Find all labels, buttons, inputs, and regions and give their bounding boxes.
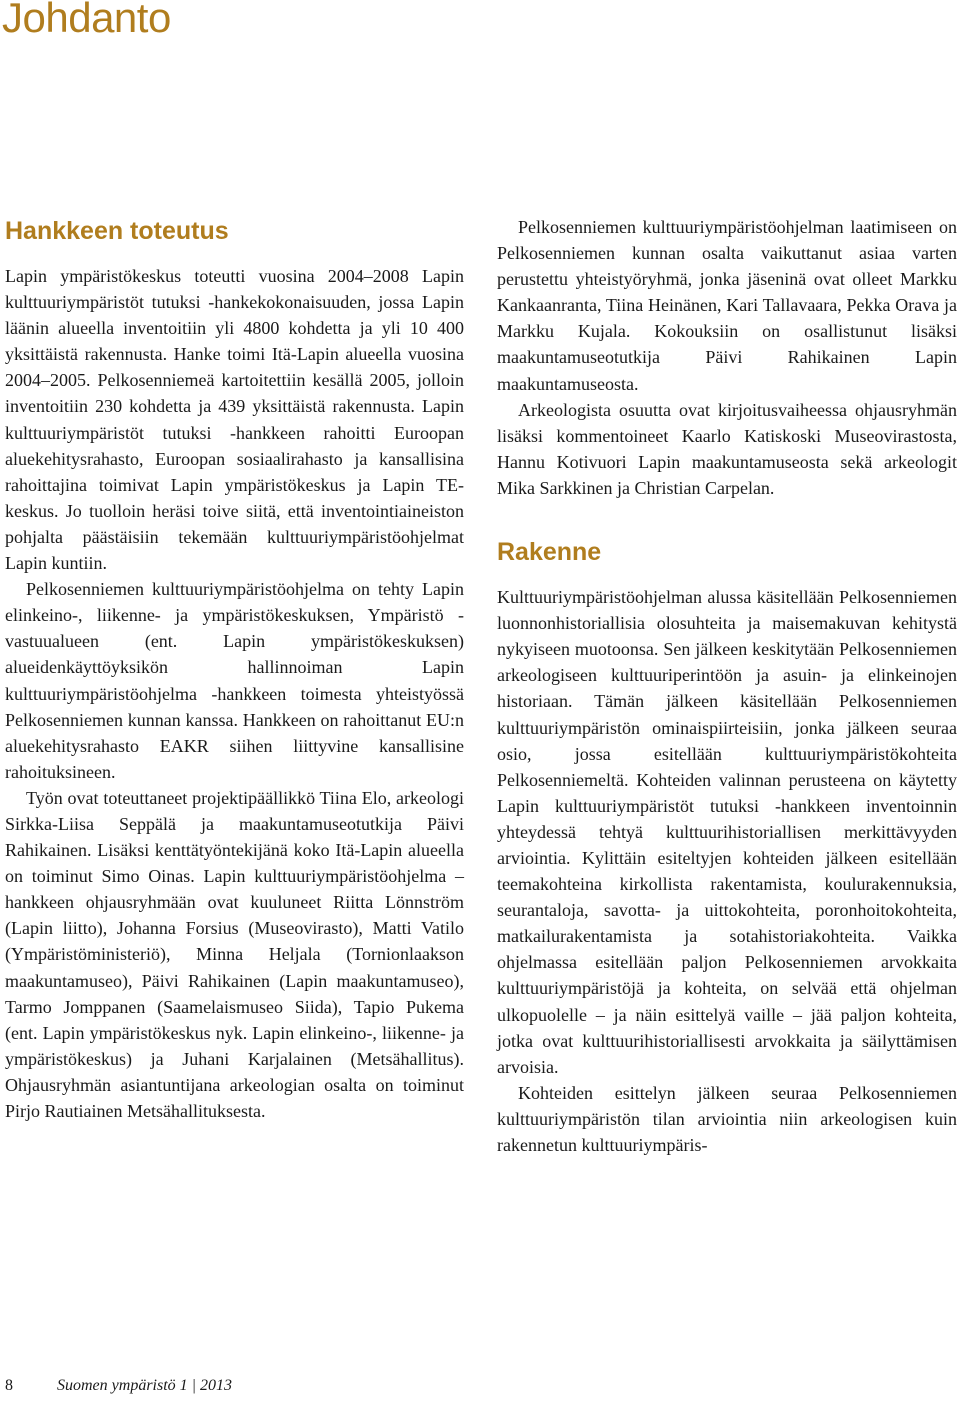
page-title: Johdanto [2,0,171,41]
publication-name: Suomen ympäristö 1 | 2013 [57,1377,233,1394]
section-heading-hankkeen-toteutus: Hankkeen toteutus [5,217,229,245]
page-number: 8 [5,1377,13,1394]
left-column [5,214,464,1124]
right-column [497,214,957,1158]
paragraph: Kulttuuriympäristöohjelman alussa käsitellään Pelkosenniemen luonnonhistoriallisia olosuhteita ja maisemakuvan kehitystä nykyiseen muotoonsa. Sen jälkeen keskitytään Pelkosenniemen arkeologiseen kulttuuriperintöön ja asuin- ja elinkeinojen historiaan. Tämän jälkeen käsitellään Pelkosenniemen kulttuuriympäristön ominaispiirteisiin, jonka jälkeen seuraa osio, jossa esitellään kulttuuriympäristökohteita Pelkosenniemeltä. Kohteiden valinnan perusteena on käytetty Lapin kulttuuriympäristöt tutuksi -hankkeen inventoinnin yhteydessä tehtyä kulttuurihistoriallisen merkittävyyden arviointia. Kylittäin esiteltyjen kohteiden jälkeen esitellään teemakohteina kirkollista rakentamista, koulurakennuksia, seurantaloja, savotta- ja uittokohteita, poronhoitokohteita, matkailurakentamista ja sotahistoriakohteita. Vaikka ohjelmassa esitellään paljon Pelkosenniemen arvokkaita kulttuuriympäristöjä ja kohteita, on selvää että ohjelman ulkopuolelle – ja näin esittelyä vaille – jää paljon kohteita, jotka ovat kulttuurihistoriallisesti arvokkaita ja säilyttämisen arvoisia. [497,587,957,1077]
paragraph: Pelkosenniemen kulttuuriympäristöohjelman laatimiseen on Pelkosenniemen kunnan osalta vaikuttanut asiaa varten perustettu yhteistyöryhmä, jonka jäseninä ovat olleet Markku Kankaanranta, Tiina Heinänen, Kari Tallavaara, Pekka Orava ja Markku Kujala. Kokouksiin on osallistunut lisäksi maakuntamuseotutkija Päivi Rahikainen Lapin maakuntamuseosta. [497,217,957,394]
paragraph: Lapin ympäristökeskus toteutti vuosina 2004–2008 Lapin kulttuuriympäristöt tutuksi -hankekokonaisuuden, jossa Lapin läänin alueella inventoitiin yli 4800 kohdetta ja yli 10 400 yksittäistä rakennusta. Hanke toimi Itä-Lapin alueella vuosina 2004–2005. Pelkosenniemeä kartoitettiin kesällä 2005, jolloin inventoitiin 230 kohdetta ja 439 yksittäistä rakennusta. Lapin kulttuuriympäristöt tutuksi -hankkeen rahoitti Euroopan aluekehitysrahasto, Euroopan sosiaalirahasto ja kansallisina rahoittajina toimivat Lapin ympäristökeskus ja Lapin TE-keskus. Jo tuolloin heräsi toive siitä, että inventointiaineiston pohjalta päästäisiin tekemään kulttuuriympäristöohjelmat Lapin kuntiin. [5,266,464,574]
paragraph: Pelkosenniemen kulttuuriympäristöohjelma on tehty Lapin elinkeino-, liikenne- ja ympäristökeskuksen, Ympäristö -vastuualueen (ent. Lapin ympäristökeskuksen) alueidenkäyttöyksikön hallinnoiman Lapin kulttuuriympäristöohjelma -hankkeen toimesta yhteistyössä Pelkosenniemen kunnan kanssa. Hankkeen on rahoittanut EU:n aluekehitysrahasto EAKR siihen liittyvine kansallisine rahoituksineen. [5,579,464,782]
paragraph: Työn ovat toteuttaneet projektipäällikkö Tiina Elo, arkeologi Sirkka-Liisa Seppälä ja maakuntamuseotutkija Päivi Rahikainen. Lisäksi kenttätyöntekijänä koko Itä-Lapin alueella on toiminut Simo Oinas. Lapin kulttuuriympäristöohjelma –hankkeen ohjausryhmään ovat kuuluneet Riitta Lönnström (Lapin liitto), Johanna Forsius (Museovirasto), Matti Vatilo (Ympäristöministeriö), Minna Heljala (Tornionlaakson maakuntamuseo), Päivi Rahikainen (Lapin maakuntamuseo), Tarmo Jomppanen (Saamelaismuseo Siida), Tapio Pukema (ent. Lapin ympäristökeskus nyk. Lapin elinkeino-, liikenne- ja ympäristökeskus) ja Juhani Karjalainen (Metsähallitus). Ohjausryhmän asiantuntijana arkeologian osalta on toiminut Pirjo Rautiainen Metsähallituksesta. [5,787,464,1121]
paragraph: Kohteiden esittelyn jälkeen seuraa Pelkosenniemen kulttuuriympäristön tilan arviointia niin arkeologisen kuin rakennetun kulttuuriympäris- [497,1082,957,1155]
section-heading-rakenne: Rakenne [497,538,602,567]
page-footer [5,1376,232,1396]
paragraph: Arkeologista osuutta ovat kirjoitusvaiheessa ohjausryhmän lisäksi kommentoineet Kaarlo Katiskoski Museovirastosta, Hannu Kotivuori Lapin maakuntamuseosta sekä arkeologit Mika Sarkkinen ja Christian Carpelan. [497,399,957,498]
